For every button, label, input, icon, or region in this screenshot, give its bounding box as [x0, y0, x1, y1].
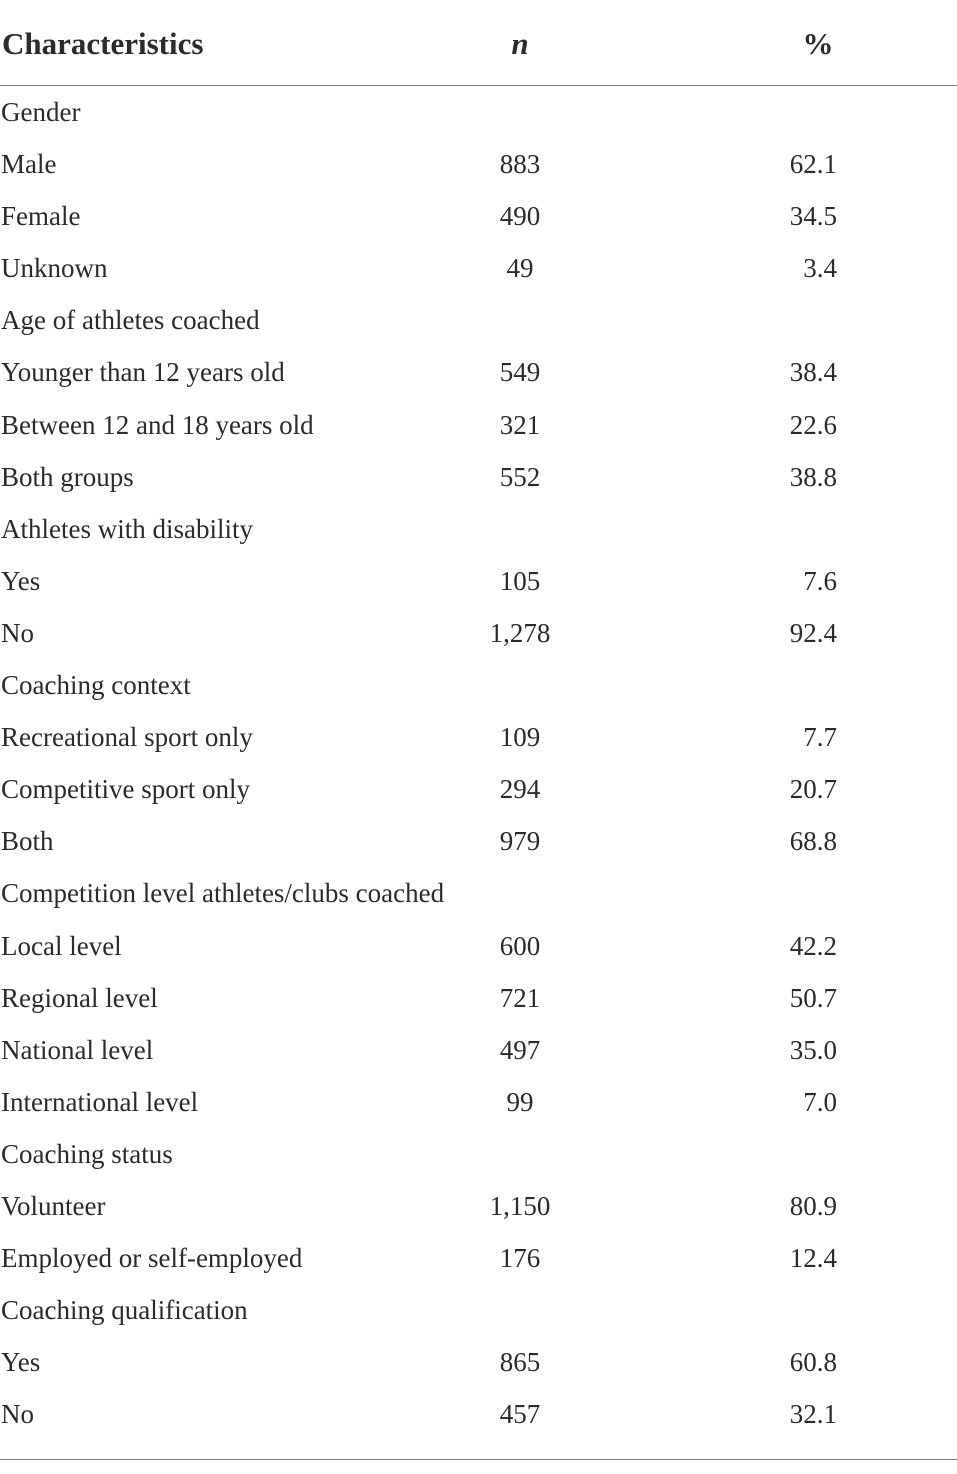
row-n-value: 49 — [506, 253, 534, 284]
row-label: Competitive sport only — [1, 774, 250, 805]
table-row — [0, 763, 957, 815]
table-row — [0, 503, 957, 555]
row-n-value: 1,278 — [489, 617, 551, 648]
row-percent-value: 80.9 — [789, 1190, 837, 1221]
row-n-value: 105 — [499, 565, 541, 596]
row-n-value: 457 — [499, 1399, 541, 1430]
row-n-value: 497 — [499, 1034, 541, 1065]
row-n-value: 321 — [499, 409, 541, 440]
row-percent-value: 34.5 — [789, 201, 837, 232]
table-row — [0, 1284, 957, 1336]
row-label: International level — [1, 1086, 199, 1117]
row-percent-value: 20.7 — [789, 774, 837, 805]
table-row — [0, 659, 957, 711]
row-percent-value: 62.1 — [789, 149, 837, 180]
bottom-rule — [0, 1459, 957, 1460]
row-label: Coaching status — [1, 1138, 173, 1169]
table-row — [0, 972, 957, 1024]
row-n-value: 721 — [499, 982, 541, 1013]
row-n-value: 99 — [506, 1086, 534, 1117]
row-n-value: 865 — [499, 1347, 541, 1378]
row-n-value: 490 — [499, 201, 541, 232]
table-row — [0, 1180, 957, 1232]
table-row — [0, 920, 957, 972]
row-percent-value: 68.8 — [789, 826, 837, 857]
table-row — [0, 815, 957, 867]
table-row — [0, 1232, 957, 1284]
row-label: Local level — [1, 930, 122, 961]
row-label: Employed or self-employed — [1, 1243, 303, 1274]
row-label: Coaching context — [1, 670, 191, 701]
table-row — [0, 711, 957, 763]
row-n-value: 552 — [499, 461, 541, 492]
table-body — [0, 86, 957, 1440]
table-row — [0, 867, 957, 919]
row-n-value: 176 — [499, 1243, 541, 1274]
table-row — [0, 399, 957, 451]
header-characteristics: Characteristics — [2, 26, 204, 61]
row-label: Both groups — [1, 461, 134, 492]
row-n-value: 109 — [499, 722, 541, 753]
row-percent-value: 42.2 — [789, 930, 837, 961]
row-label: Athletes with disability — [1, 513, 253, 544]
row-percent-value: 22.6 — [789, 409, 837, 440]
row-percent-value: 35.0 — [789, 1034, 837, 1065]
table-row — [0, 1336, 957, 1388]
row-label: Coaching qualification — [1, 1295, 248, 1326]
row-percent-value: 50.7 — [789, 982, 837, 1013]
row-label: Competition level athletes/clubs coached — [1, 878, 445, 909]
row-n-value: 549 — [499, 357, 541, 388]
row-percent-value: 3.4 — [803, 253, 837, 284]
row-label: Between 12 and 18 years old — [1, 409, 314, 440]
table-row — [0, 1388, 957, 1440]
header-n: n — [511, 26, 529, 61]
row-label: Age of athletes coached — [1, 305, 260, 336]
row-label: National level — [1, 1034, 154, 1065]
row-label: Female — [1, 201, 81, 232]
row-percent-value: 38.8 — [789, 461, 837, 492]
row-percent-value: 7.0 — [803, 1086, 837, 1117]
table-row — [0, 190, 957, 242]
row-label: Yes — [1, 565, 41, 596]
row-n-value: 1,150 — [489, 1190, 551, 1221]
table-row — [0, 555, 957, 607]
row-label: Recreational sport only — [1, 722, 253, 753]
row-label: Gender — [1, 97, 81, 127]
row-n-value: 883 — [499, 149, 541, 180]
table-row — [0, 242, 957, 294]
row-label: No — [1, 1399, 34, 1430]
row-label: Both — [1, 826, 54, 857]
header-percent: % — [802, 26, 834, 61]
row-percent-value: 38.4 — [789, 357, 837, 388]
row-n-value: 600 — [499, 930, 541, 961]
table-row — [0, 86, 957, 138]
row-percent-value: 12.4 — [789, 1243, 837, 1274]
row-label: Yes — [1, 1347, 41, 1378]
table-row — [0, 451, 957, 503]
row-percent-value: 32.1 — [789, 1399, 837, 1430]
table-row — [0, 346, 957, 398]
row-label: Male — [1, 149, 57, 180]
row-label: Younger than 12 years old — [1, 357, 285, 388]
table-row — [0, 1076, 957, 1128]
row-percent-value: 7.7 — [803, 722, 837, 753]
table-row — [0, 138, 957, 190]
table-row — [0, 1128, 957, 1180]
table-row — [0, 1024, 957, 1076]
table-row — [0, 607, 957, 659]
row-percent-value: 7.6 — [803, 565, 837, 596]
table-header — [0, 0, 957, 86]
row-n-value: 294 — [499, 774, 541, 805]
row-n-value: 979 — [499, 826, 541, 857]
row-label: Regional level — [1, 982, 158, 1013]
row-label: Volunteer — [1, 1190, 106, 1221]
row-label: No — [1, 617, 34, 648]
table-row — [0, 294, 957, 346]
row-label: Unknown — [1, 253, 108, 284]
row-percent-value: 92.4 — [789, 617, 837, 648]
row-percent-value: 60.8 — [789, 1347, 837, 1378]
